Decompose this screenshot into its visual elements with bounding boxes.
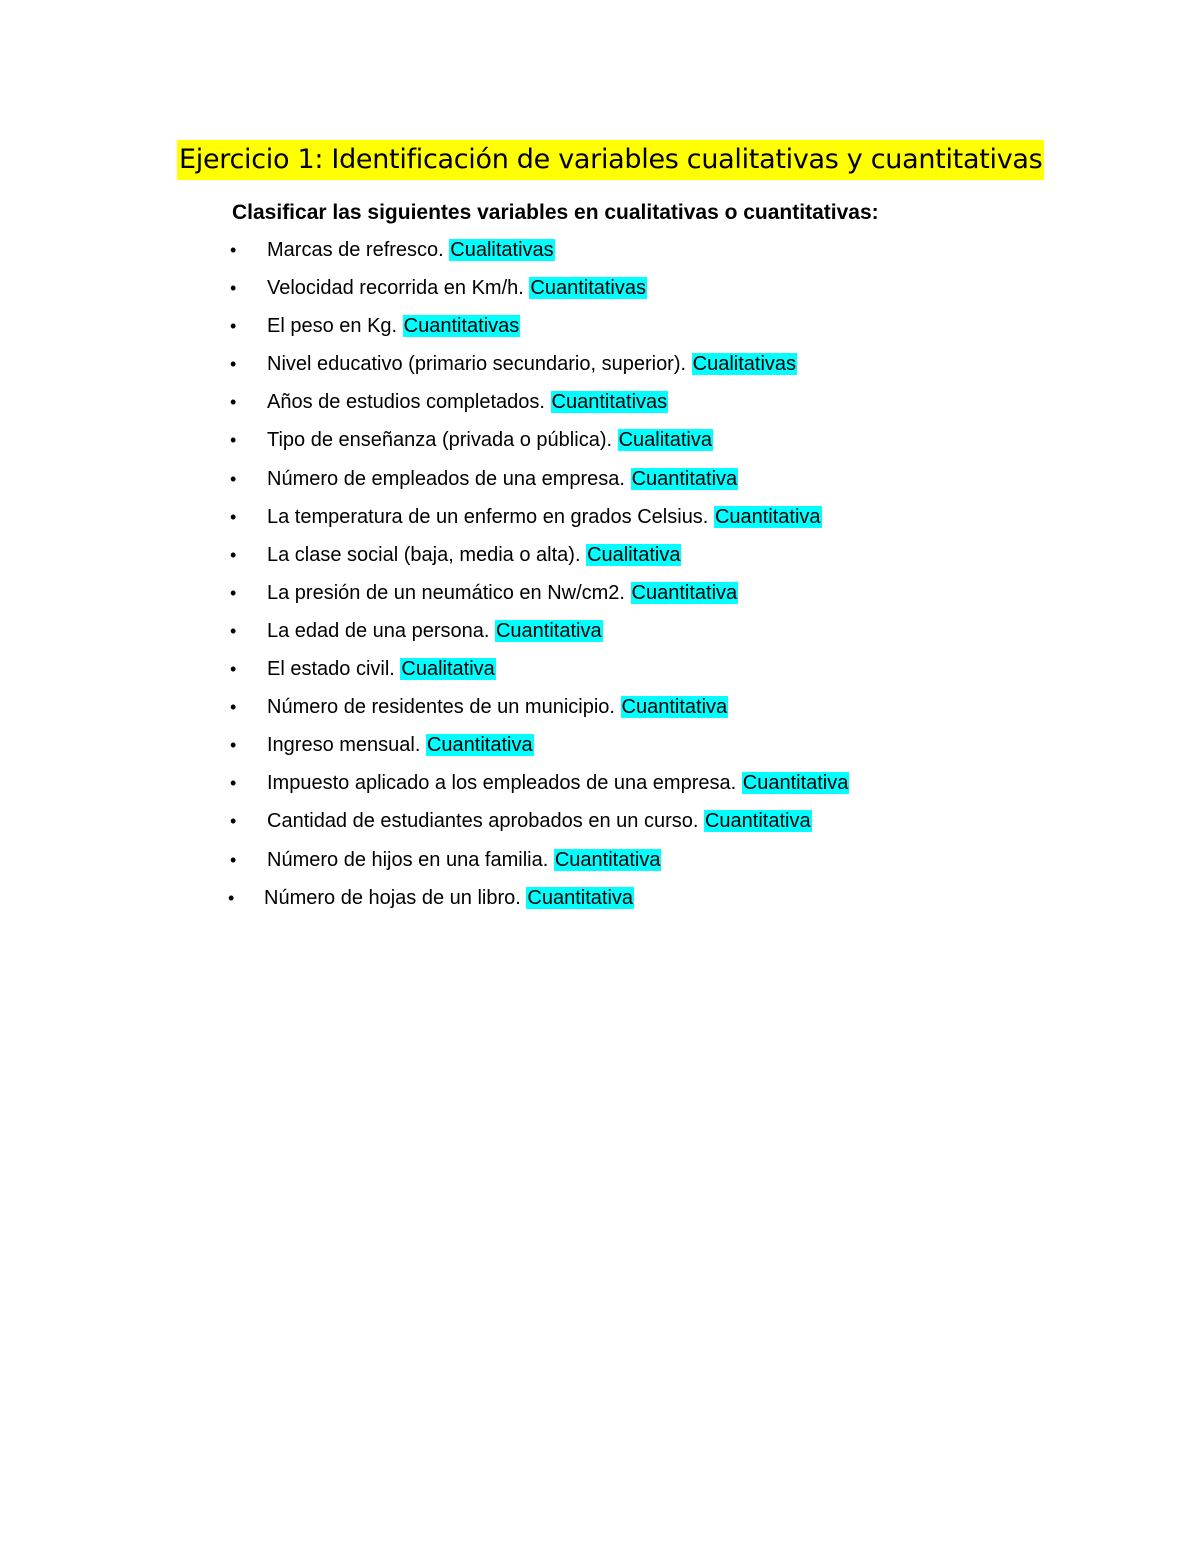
exercise-title: Ejercicio 1: Identificación de variables cualitativas y cuantitativas: [177, 140, 1044, 180]
answer-highlight: Cuantitativa: [704, 810, 811, 833]
answer-highlight: Cualitativa: [401, 658, 495, 681]
bullet-icon: •: [230, 392, 237, 413]
list-item-text: [267, 500, 822, 534]
answer-highlight: Cuantitativa: [527, 886, 634, 909]
answer-highlight: Cualitativas: [450, 239, 554, 261]
variable-label: Marcas de refresco.: [267, 239, 444, 261]
answer-highlight: Cuantitativa: [426, 734, 533, 757]
answer-highlight: Cuantitativa: [714, 505, 821, 528]
list-item-text: [264, 881, 634, 915]
list-item-text: [267, 538, 681, 572]
list-item: [0, 690, 1200, 728]
variable-label: La temperatura de un enfermo en grados Celsius.: [267, 505, 709, 528]
list-item-text: [267, 385, 668, 419]
list-item-text: [267, 728, 534, 762]
list-item-text: [267, 843, 661, 877]
bullet-icon: •: [230, 773, 237, 794]
bullet-icon: •: [230, 544, 237, 565]
list-item: [0, 462, 1200, 500]
variable-label: Impuesto aplicado a los empleados de una empresa.: [267, 772, 737, 795]
list-item: [0, 347, 1200, 385]
variable-label: Tipo de enseñanza (privada o pública).: [267, 429, 613, 452]
bullet-icon: •: [230, 354, 237, 375]
list-item: [0, 843, 1200, 881]
variable-label: Cantidad de estudiantes aprobados en un curso.: [267, 810, 699, 833]
list-item-text: [267, 690, 728, 724]
instructions-heading: Clasificar las siguientes variables en cualitativas o cuantitativas:: [232, 201, 879, 224]
answer-highlight: Cuantitativa: [621, 696, 728, 719]
variable-label: Número de residentes de un municipio.: [267, 696, 615, 719]
variable-label: La clase social (baja, media o alta).: [267, 543, 581, 566]
variable-label: Número de hijos en una familia.: [267, 848, 549, 871]
bullet-icon: •: [228, 887, 235, 908]
list-item: [0, 881, 1200, 919]
variable-label: Velocidad recorrida en Km/h.: [267, 277, 524, 300]
answer-highlight: Cuantitativa: [742, 772, 849, 795]
variable-label: Años de estudios completados.: [267, 391, 545, 414]
bullet-icon: •: [230, 430, 237, 451]
variable-label: Ingreso mensual.: [267, 734, 421, 757]
bullet-icon: •: [230, 240, 237, 260]
bullet-icon: •: [230, 278, 237, 299]
variables-list: [0, 233, 1200, 919]
answer-highlight: Cuantitativa: [631, 467, 738, 490]
list-item-text: [267, 309, 520, 343]
bullet-icon: •: [230, 735, 237, 756]
variable-label: La presión de un neumático en Nw/cm2.: [267, 581, 625, 604]
list-item: [0, 538, 1200, 576]
variable-label: La edad de una persona.: [267, 619, 490, 642]
list-item: [0, 804, 1200, 842]
list-item-text: [267, 652, 496, 686]
variable-label: El estado civil.: [267, 658, 395, 681]
bullet-icon: •: [230, 620, 237, 641]
variable-label: Número de empleados de una empresa.: [267, 467, 625, 490]
list-item: [0, 385, 1200, 423]
answer-highlight: Cualitativa: [587, 543, 681, 566]
list-item: [0, 271, 1200, 309]
list-item-text: [267, 804, 812, 838]
bullet-icon: •: [230, 697, 237, 718]
list-item: [0, 728, 1200, 766]
list-item-text: [267, 347, 797, 381]
list-item-text: [267, 576, 738, 610]
answer-highlight: Cuantitativa: [554, 848, 661, 871]
answer-highlight: Cuantitativa: [495, 619, 602, 642]
bullet-icon: •: [230, 468, 237, 489]
bullet-icon: •: [230, 849, 237, 870]
answer-highlight: Cualitativas: [692, 353, 797, 376]
bullet-icon: •: [230, 582, 237, 603]
variable-label: Número de hojas de un libro.: [264, 886, 521, 909]
list-item: [0, 309, 1200, 347]
bullet-icon: •: [230, 316, 237, 337]
answer-highlight: Cuantitativas: [403, 315, 520, 338]
answer-highlight: Cuantitativas: [551, 391, 668, 414]
variable-label: Nivel educativo (primario secundario, superior).: [267, 353, 687, 376]
answer-highlight: Cuantitativas: [530, 277, 646, 300]
list-item-text: [267, 233, 555, 267]
list-item: [0, 500, 1200, 538]
list-item: [0, 423, 1200, 461]
bullet-icon: •: [230, 506, 237, 527]
answer-highlight: Cualitativa: [618, 429, 712, 452]
list-item-text: [267, 423, 713, 457]
answer-highlight: Cuantitativa: [631, 581, 738, 604]
variable-label: El peso en Kg.: [267, 315, 398, 338]
list-item: [0, 576, 1200, 614]
list-item: [0, 652, 1200, 690]
list-item: [0, 233, 1200, 271]
list-item-text: [267, 766, 849, 800]
list-item-text: [267, 271, 647, 305]
bullet-icon: •: [230, 659, 237, 680]
list-item: [0, 614, 1200, 652]
list-item-text: [267, 462, 738, 496]
list-item-text: [267, 614, 603, 648]
list-item: [0, 766, 1200, 804]
bullet-icon: •: [230, 811, 237, 832]
